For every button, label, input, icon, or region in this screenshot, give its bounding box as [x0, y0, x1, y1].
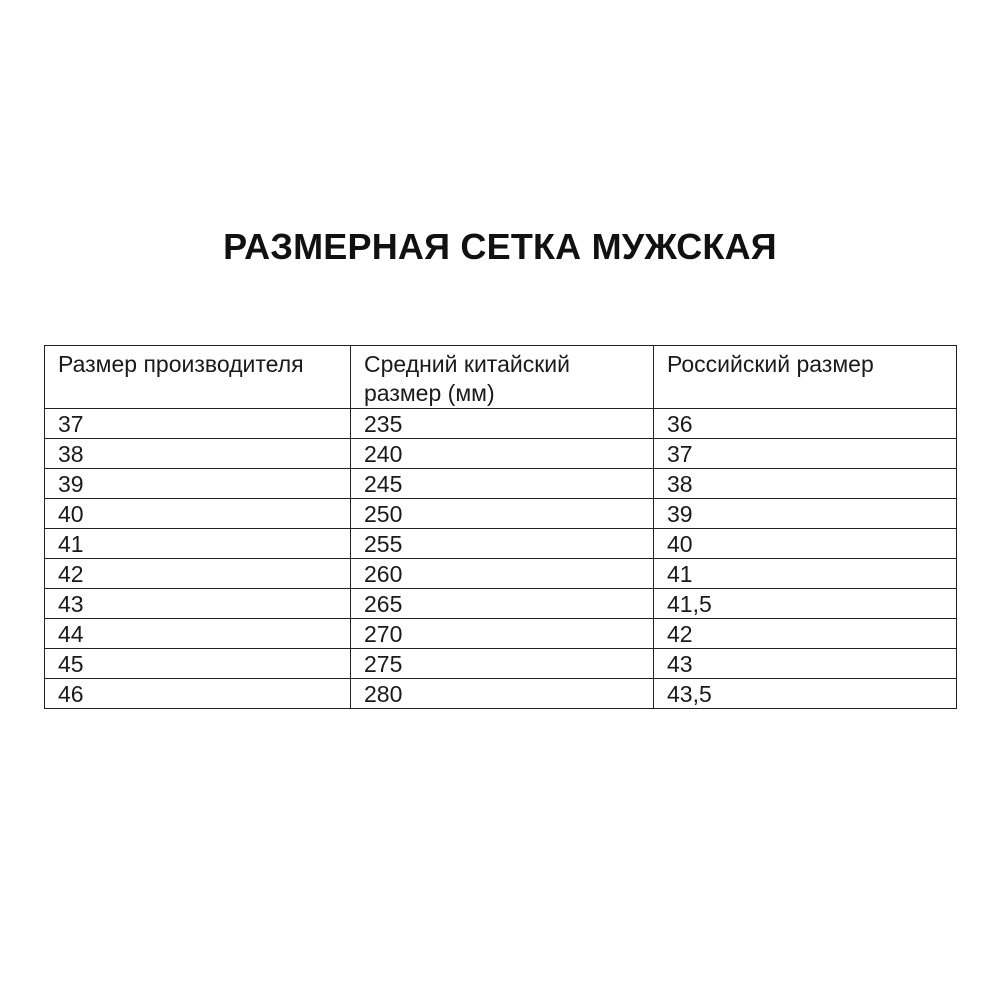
table-cell: 45 [45, 649, 351, 679]
table-row [45, 439, 957, 469]
table-cell: 38 [654, 469, 957, 499]
table-cell: 280 [351, 679, 654, 709]
header-cell: Размер производителя [45, 346, 351, 409]
table-cell: 255 [351, 529, 654, 559]
table-row [45, 679, 957, 709]
table-cell: 39 [654, 499, 957, 529]
table-cell: 250 [351, 499, 654, 529]
table-cell: 235 [351, 409, 654, 439]
table-row [45, 499, 957, 529]
table-cell: 42 [45, 559, 351, 589]
table-cell: 46 [45, 679, 351, 709]
table-cell: 36 [654, 409, 957, 439]
table-row [45, 619, 957, 649]
header-row [45, 346, 957, 409]
table-body [45, 409, 957, 709]
table-cell: 43 [654, 649, 957, 679]
table-cell: 245 [351, 469, 654, 499]
table-row [45, 529, 957, 559]
table-row [45, 589, 957, 619]
table-cell: 39 [45, 469, 351, 499]
table-row [45, 469, 957, 499]
table-cell: 43 [45, 589, 351, 619]
size-table [44, 345, 957, 709]
table-cell: 260 [351, 559, 654, 589]
table-cell: 41 [45, 529, 351, 559]
table-row [45, 649, 957, 679]
header-cell: Российский размер [654, 346, 957, 409]
table-cell: 41,5 [654, 589, 957, 619]
table-cell: 275 [351, 649, 654, 679]
table-cell: 265 [351, 589, 654, 619]
table-cell: 43,5 [654, 679, 957, 709]
header-cell: Средний китайский размер (мм) [351, 346, 654, 409]
table-cell: 42 [654, 619, 957, 649]
table-cell: 40 [45, 499, 351, 529]
table-cell: 41 [654, 559, 957, 589]
page-title: РАЗМЕРНАЯ СЕТКА МУЖСКАЯ [223, 226, 777, 267]
table-cell: 37 [45, 409, 351, 439]
table-row [45, 409, 957, 439]
table-row [45, 559, 957, 589]
table-cell: 37 [654, 439, 957, 469]
table-cell: 240 [351, 439, 654, 469]
table-cell: 38 [45, 439, 351, 469]
table-cell: 40 [654, 529, 957, 559]
table-cell: 270 [351, 619, 654, 649]
table-cell: 44 [45, 619, 351, 649]
